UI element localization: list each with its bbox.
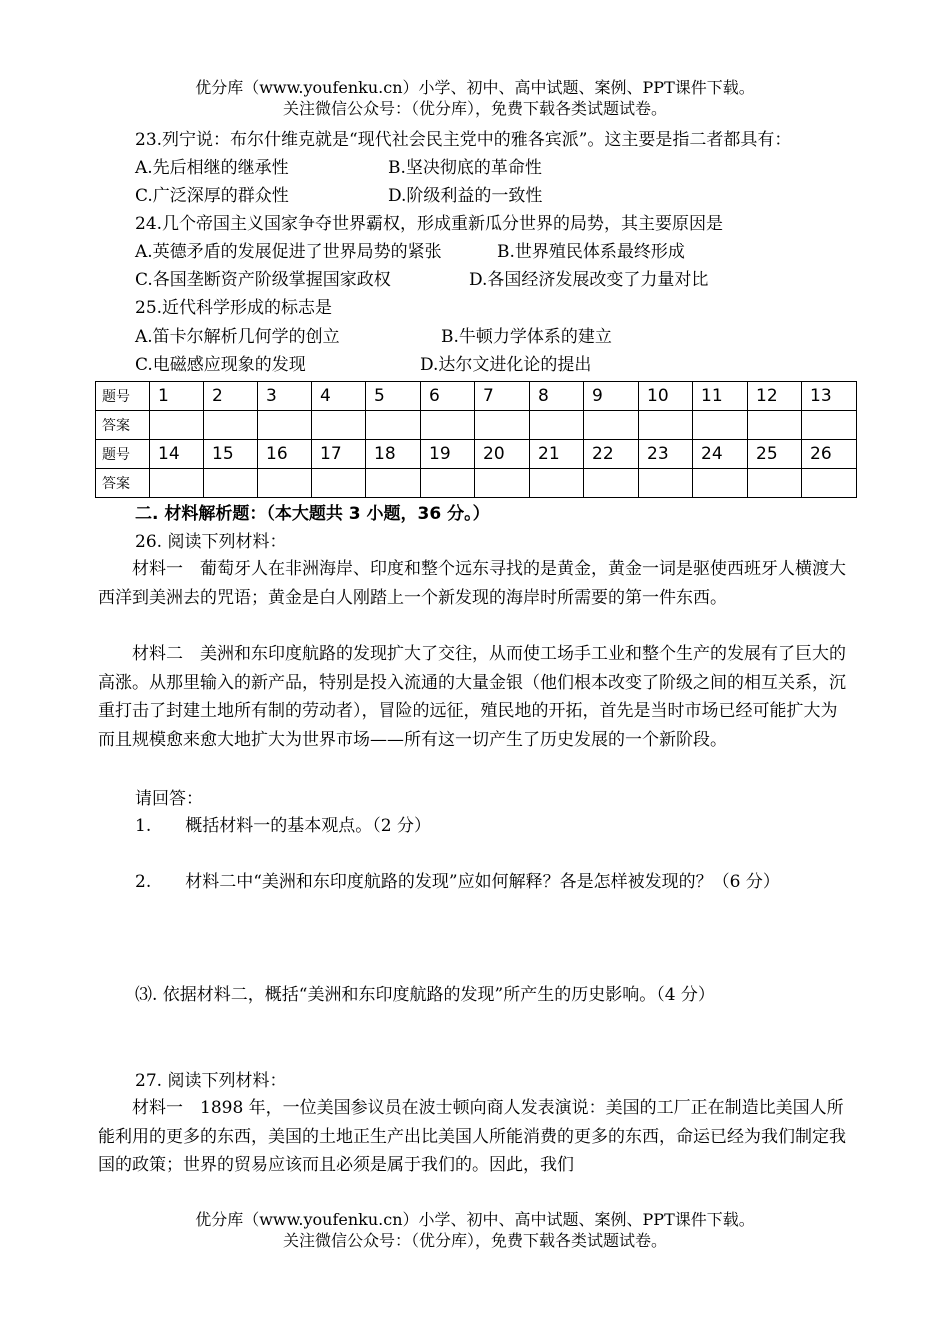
- answer-cell[interactable]: [258, 411, 312, 440]
- answer-cell[interactable]: [530, 411, 584, 440]
- answer-cell[interactable]: [639, 411, 693, 440]
- question-26-subquestion-1: 1. 概括材料一的基本观点。（2 分）: [135, 816, 431, 836]
- answer-cell[interactable]: [258, 469, 312, 498]
- question-number: 3: [258, 382, 312, 411]
- question-number: 4: [312, 382, 366, 411]
- table-row: [96, 411, 857, 440]
- question-number: 23: [639, 440, 693, 469]
- question-27-intro: 27. 阅读下列材料：: [135, 1071, 287, 1091]
- question-number-label: 题号: [96, 382, 150, 411]
- question-number: 19: [421, 440, 475, 469]
- question-25-option-b: B.牛顿力学体系的建立: [441, 327, 612, 347]
- question-number: 26: [802, 440, 857, 469]
- question-number: 8: [530, 382, 584, 411]
- question-number: 1: [150, 382, 204, 411]
- question-number: 6: [421, 382, 475, 411]
- answer-cell[interactable]: [584, 469, 639, 498]
- answer-cell[interactable]: [421, 469, 475, 498]
- question-number: 13: [802, 382, 857, 411]
- question-number: 2: [204, 382, 258, 411]
- answer-cell[interactable]: [312, 411, 366, 440]
- question-number: 16: [258, 440, 312, 469]
- question-24-option-c: C.各国垄断资产阶级掌握国家政权: [135, 270, 391, 290]
- question-24-stem: 24.几个帝国主义国家争夺世界霸权，形成重新瓜分世界的局势，其主要原因是: [135, 214, 724, 234]
- question-number: 18: [366, 440, 421, 469]
- answer-cell[interactable]: [366, 469, 421, 498]
- answer-cell[interactable]: [150, 469, 204, 498]
- question-number: 9: [584, 382, 639, 411]
- question-23-stem: 23.列宁说：布尔什维克就是“现代社会民主党中的雅各宾派”。这主要是指二者都具有：: [135, 130, 792, 150]
- answer-cell[interactable]: [204, 411, 258, 440]
- question-number: 25: [748, 440, 802, 469]
- answer-cell[interactable]: [530, 469, 584, 498]
- answer-cell[interactable]: [639, 469, 693, 498]
- answer-cell[interactable]: [421, 411, 475, 440]
- question-number: 20: [475, 440, 530, 469]
- question-26-material-1: 材料一 葡萄牙人在非洲海岸、印度和整个远东寻找的是黄金，黄金一词是驱使西班牙人横渡大西洋到美洲去的咒语；黄金是白人刚踏上一个新发现的海岸时所需要的第一件东西。: [98, 559, 846, 608]
- page-footer-line2: 关注微信公众号：（优分库），免费下载各类试题试卷。: [282, 1231, 667, 1250]
- answer-cell[interactable]: [475, 469, 530, 498]
- question-number: 10: [639, 382, 693, 411]
- answer-cell[interactable]: [802, 469, 857, 498]
- question-24-option-a: A.英德矛盾的发展促进了世界局势的紧张: [135, 242, 442, 262]
- page-header-line2: 关注微信公众号：（优分库），免费下载各类试题试卷。: [282, 99, 667, 118]
- question-23-option-b: B.坚决彻底的革命性: [388, 158, 542, 178]
- question-number: 12: [748, 382, 802, 411]
- answer-cell[interactable]: [366, 411, 421, 440]
- question-number: 14: [150, 440, 204, 469]
- answer-cell[interactable]: [204, 469, 258, 498]
- question-number: 11: [693, 382, 748, 411]
- question-number: 22: [584, 440, 639, 469]
- question-number: 21: [530, 440, 584, 469]
- page-footer-line1: 优分库（www.youfenku.cn）小学、初中、高中试题、案例、PPT课件下载。: [195, 1210, 755, 1229]
- question-26-subquestion-3: ⑶. 依据材料二，概括“美洲和东印度航路的发现”所产生的历史影响。（4 分）: [135, 985, 715, 1005]
- table-row: [96, 440, 857, 469]
- answer-cell[interactable]: [748, 469, 802, 498]
- question-number: 24: [693, 440, 748, 469]
- table-row: [96, 469, 857, 498]
- question-number: 17: [312, 440, 366, 469]
- answer-cell[interactable]: [748, 411, 802, 440]
- question-23-option-c: C.广泛深厚的群众性: [135, 186, 289, 206]
- answer-table: [95, 381, 857, 498]
- question-26-intro: 26. 阅读下列材料：: [135, 532, 287, 552]
- answer-label: 答案: [96, 411, 150, 440]
- answer-cell[interactable]: [584, 411, 639, 440]
- question-25-option-c: C.电磁感应现象的发现: [135, 355, 306, 375]
- answer-cell[interactable]: [802, 411, 857, 440]
- question-number: 7: [475, 382, 530, 411]
- table-row: [96, 382, 857, 411]
- question-25-stem: 25.近代科学形成的标志是: [135, 298, 333, 318]
- question-number-label: 题号: [96, 440, 150, 469]
- question-23-option-a: A.先后相继的继承性: [135, 158, 289, 178]
- question-number: 15: [204, 440, 258, 469]
- question-25-option-d: D.达尔文进化论的提出: [420, 355, 592, 375]
- question-25-option-a: A.笛卡尔解析几何学的创立: [135, 327, 340, 347]
- answer-cell[interactable]: [693, 469, 748, 498]
- question-27-material-1: 材料一 1898 年，一位美国参议员在波士顿向商人发表演说：美国的工厂正在制造比美国人所能利用的更多的东西，美国的土地正生产出比美国人所能消费的更多的东西，命运已经为我们制定我国的政策；世界的贸易应该而且必须是属于我们的。因此，我们: [98, 1098, 846, 1175]
- question-26-subquestion-2: 2. 材料二中“美洲和东印度航路的发现”应如何解释？各是怎样被发现的？（6 分）: [135, 872, 780, 892]
- question-24-option-d: D.各国经济发展改变了力量对比: [469, 270, 709, 290]
- page-header-line1: 优分库（www.youfenku.cn）小学、初中、高中试题、案例、PPT课件下载。: [195, 78, 755, 97]
- answer-cell[interactable]: [693, 411, 748, 440]
- question-24-option-b: B.世界殖民体系最终形成: [497, 242, 685, 262]
- answer-label: 答案: [96, 469, 150, 498]
- answer-cell[interactable]: [312, 469, 366, 498]
- question-23-option-d: D.阶级利益的一致性: [388, 186, 543, 206]
- question-number: 5: [366, 382, 421, 411]
- question-26-prompt: 请回答：: [135, 789, 203, 809]
- question-26-material-2: 材料二 美洲和东印度航路的发现扩大了交往，从而使工场手工业和整个生产的发展有了巨大的高涨。从那里输入的新产品，特别是投入流通的大量金银（他们根本改变了阶级之间的相互关系，沉重打击了封建土地所有制的劳动者），冒险的远征，殖民地的开拓，首先是当时市场已经可能扩大为而且规模愈来愈大地扩大为世界市场——所有这一切产生了历史发展的一个新阶段。: [98, 644, 846, 750]
- answer-cell[interactable]: [150, 411, 204, 440]
- section-2-title: 二. 材料解析题：（本大题共 3 小题，36 分。）: [135, 504, 490, 524]
- answer-cell[interactable]: [475, 411, 530, 440]
